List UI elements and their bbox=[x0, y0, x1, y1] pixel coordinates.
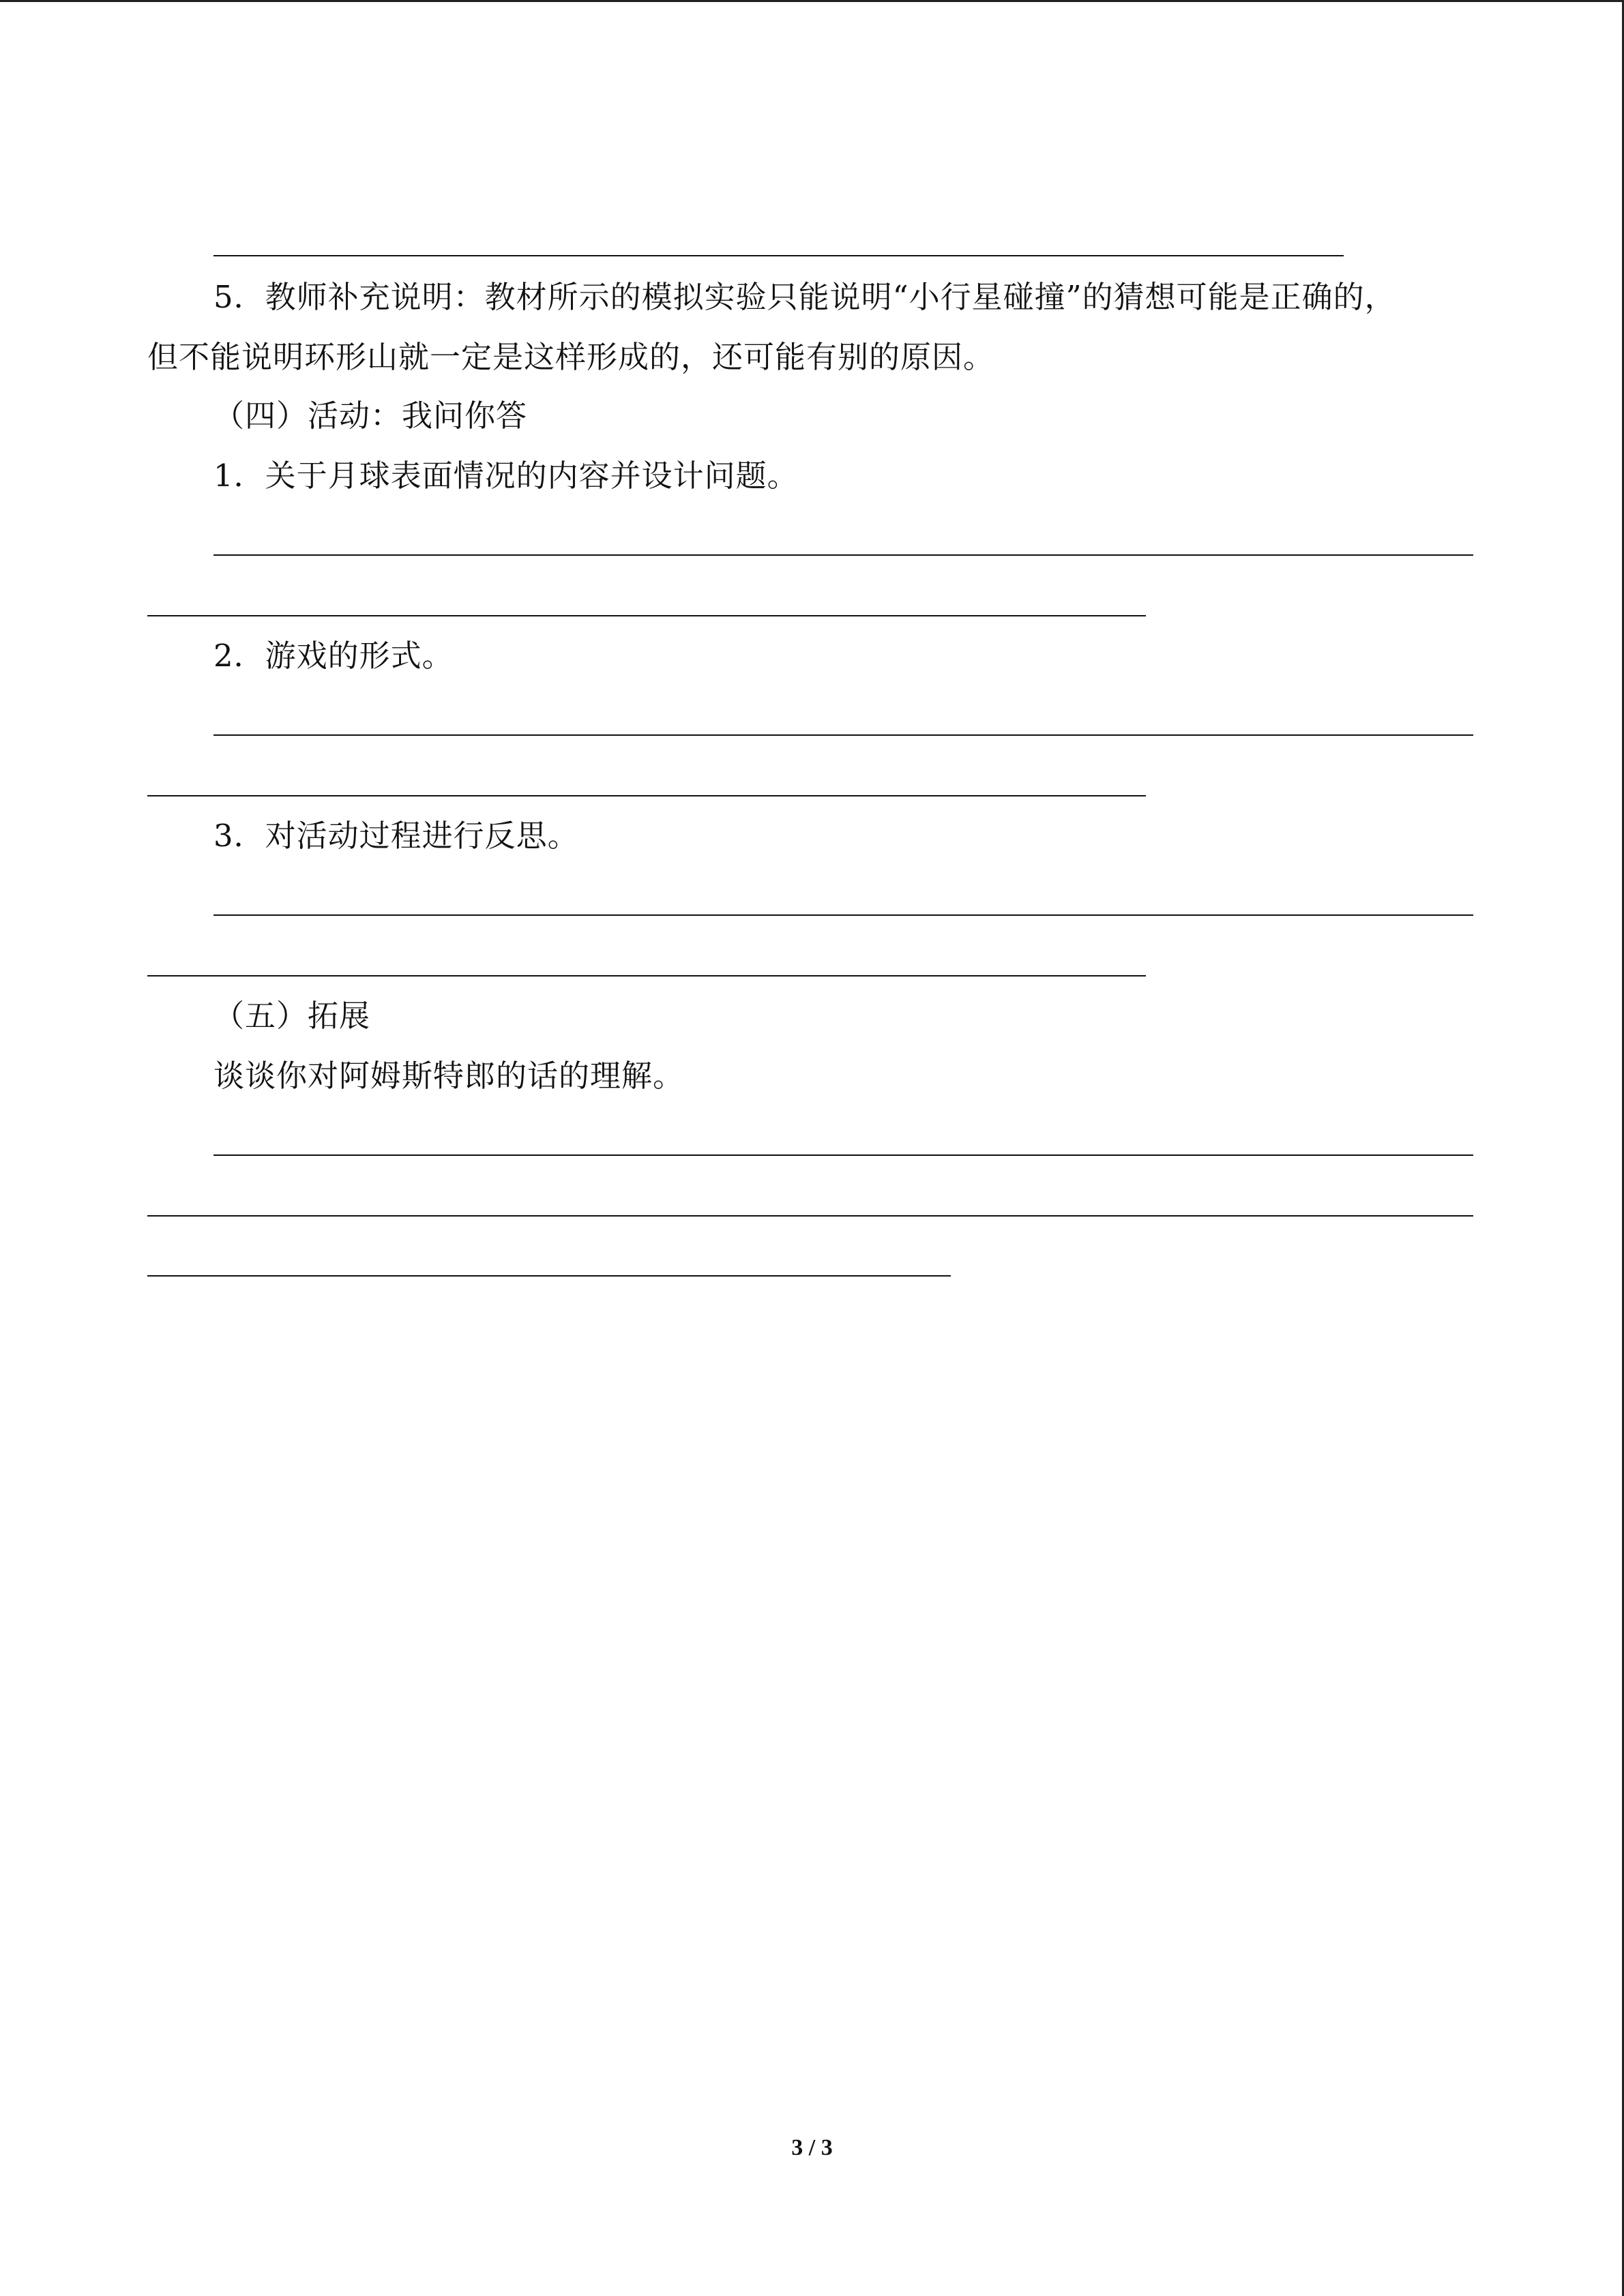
question-2: 2．游戏的形式。 bbox=[213, 638, 454, 674]
answer-line bbox=[213, 734, 1473, 736]
section-4-heading: （四）活动：我问你答 bbox=[213, 398, 528, 434]
answer-line bbox=[147, 795, 1146, 796]
answer-line bbox=[213, 914, 1473, 916]
question-3: 3．对活动过程进行反思。 bbox=[213, 818, 579, 854]
answer-line bbox=[147, 1215, 1473, 1217]
answer-line bbox=[147, 975, 1146, 976]
item-5-line-2: 但不能说明环形山就一定是这样形成的，还可能有别的原因。 bbox=[147, 339, 995, 375]
answer-line bbox=[213, 1154, 1473, 1156]
question-1: 1．关于月球表面情况的内容并设计问题。 bbox=[213, 458, 799, 494]
answer-line bbox=[147, 615, 1146, 616]
item-5-line-1: 5．教师补充说明：教材所示的模拟实验只能说明“小行星碰撞”的猜想可能是正确的， bbox=[213, 279, 1396, 315]
section-5-heading: （五）拓展 bbox=[213, 998, 371, 1034]
answer-line bbox=[213, 554, 1473, 556]
answer-line bbox=[213, 255, 1344, 256]
page-number: 3 / 3 bbox=[791, 2135, 833, 2160]
answer-line bbox=[147, 1275, 951, 1277]
extension-prompt: 谈谈你对阿姆斯特郎的话的理解。 bbox=[213, 1058, 685, 1094]
